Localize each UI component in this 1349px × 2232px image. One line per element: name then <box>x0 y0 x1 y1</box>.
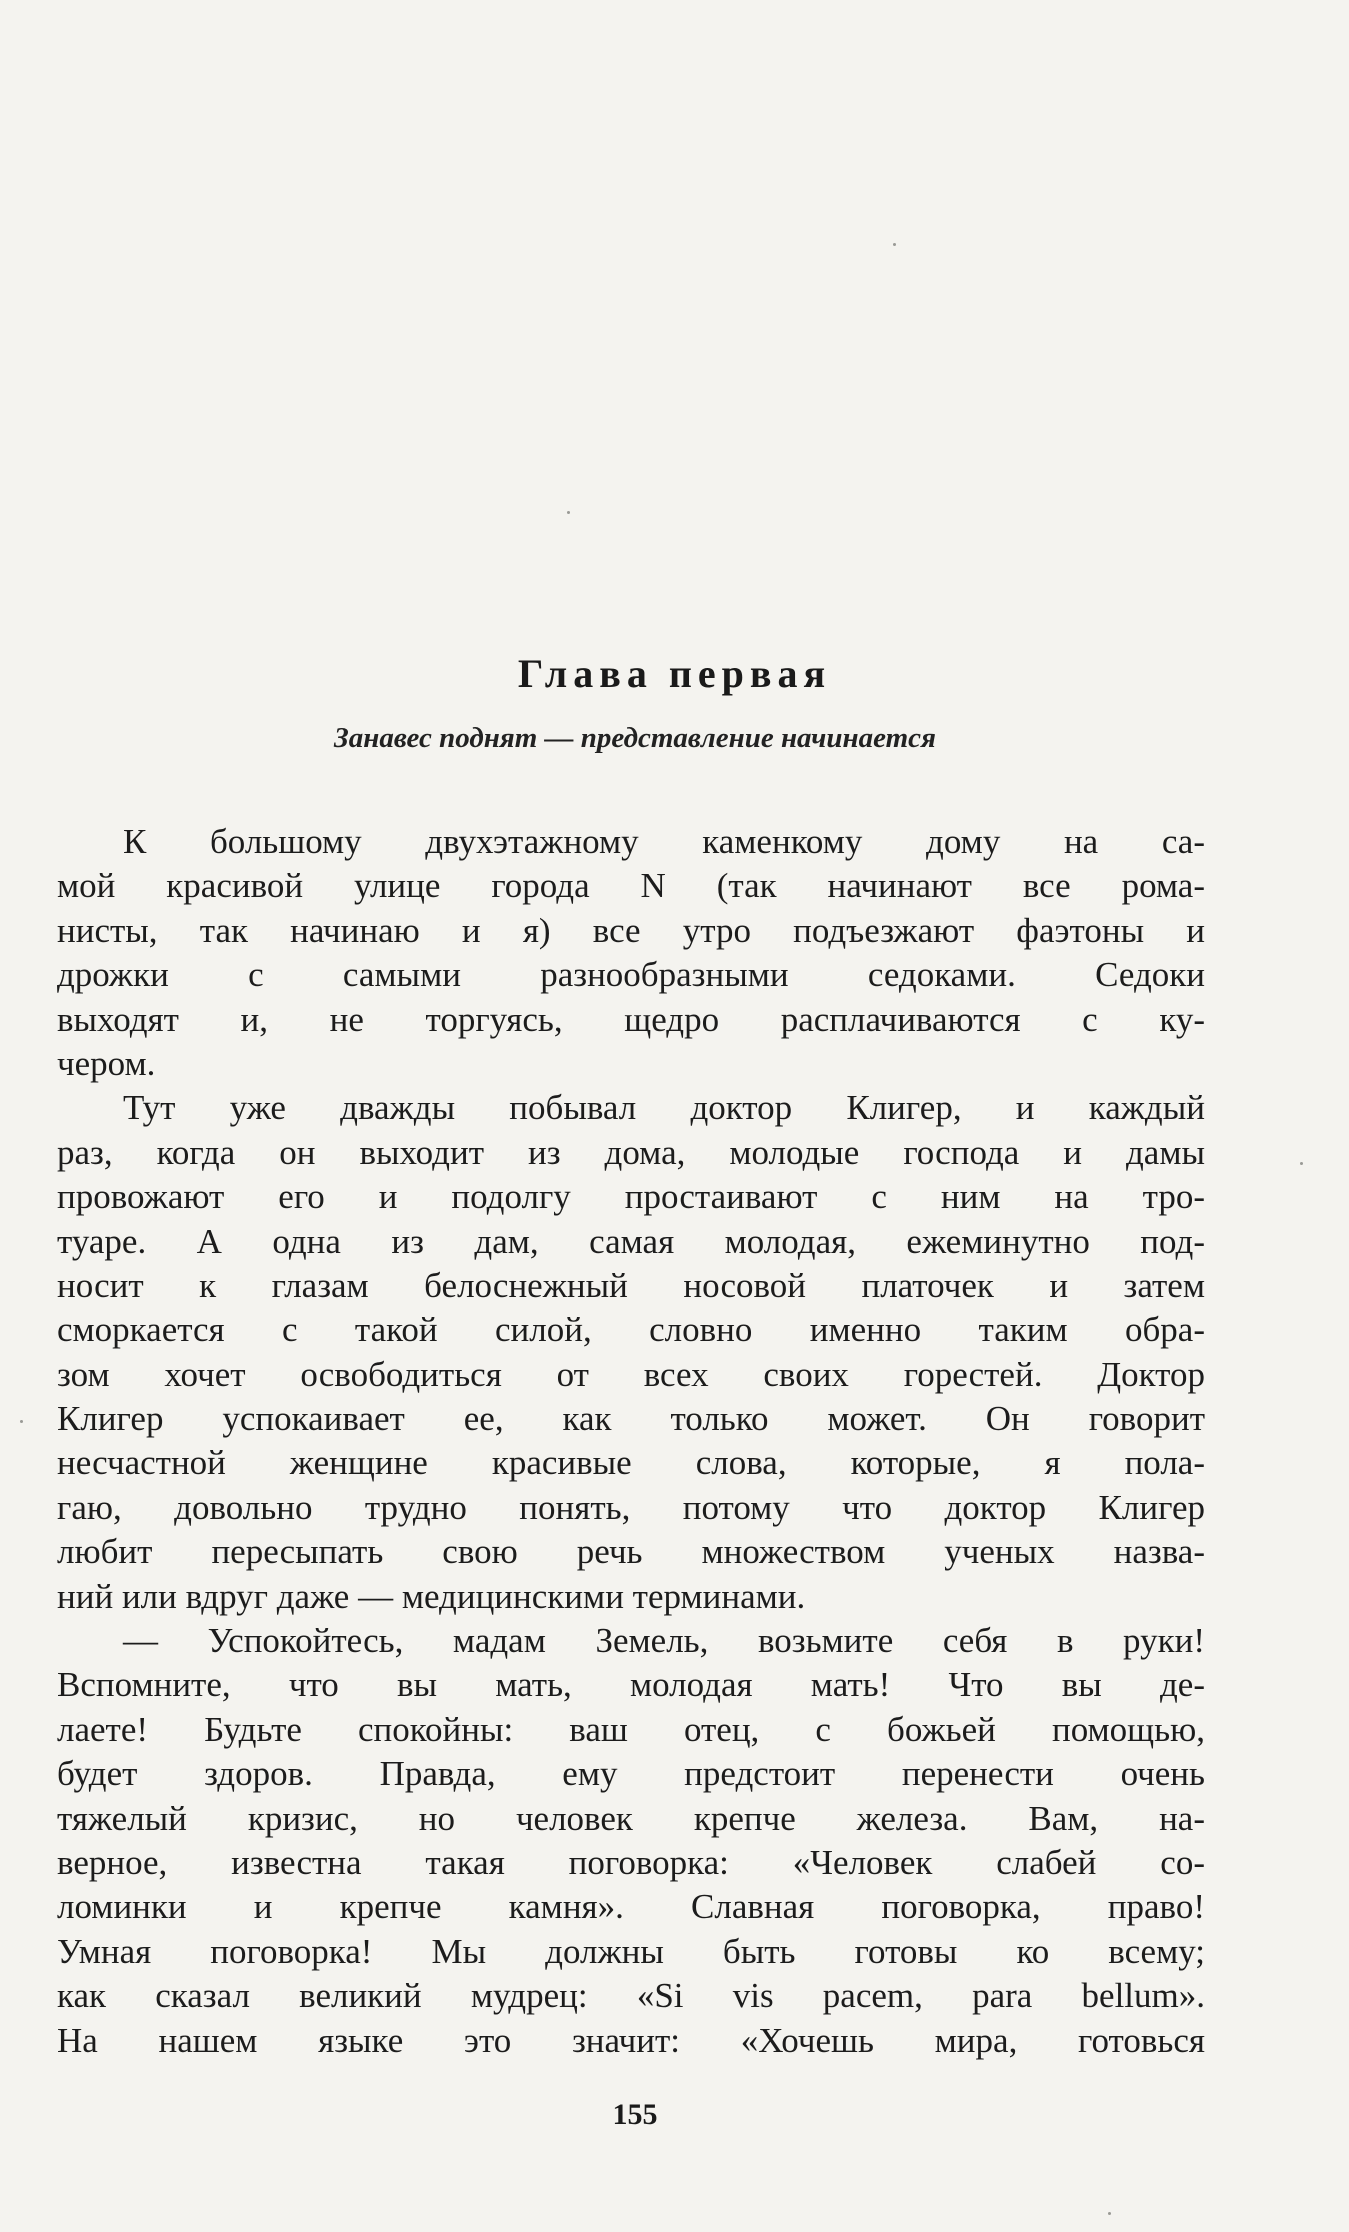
text-line: сморкается с такой силой, словно именно таким обра- <box>57 1310 1205 1350</box>
text-line: Тут уже дважды побывал доктор Клигер, и каждый <box>123 1088 1205 1128</box>
text-line: ний или вдруг даже — медицинскими терминами. <box>57 1576 806 1616</box>
text-line: ломинки и крепче камня». Славная поговорка, право! <box>57 1887 1205 1927</box>
text-line: носит к глазам белоснежный носовой платочек и затем <box>57 1265 1205 1305</box>
text-line: На нашем языке это значит: «Хочешь мира, готовься <box>57 2020 1205 2060</box>
text-line: — Успокойтесь, мадам Земель, возьмите себя в руки! <box>123 1621 1205 1661</box>
scan-speck <box>1108 2212 1111 2215</box>
scan-speck <box>893 243 896 246</box>
text-line: мой красивой улице города N (так начинают все рома- <box>57 866 1205 906</box>
text-line: Вспомните, что вы мать, молодая мать! Что вы де- <box>57 1665 1205 1705</box>
text-line: дрожки с самыми разнообразными седоками. Седоки <box>57 955 1205 995</box>
text-line: выходят и, не торгуясь, щедро расплачиваются с ку- <box>57 999 1205 1039</box>
text-line: раз, когда он выходит из дома, молодые господа и дамы <box>57 1132 1205 1172</box>
text-line: как сказал великий мудрец: «Si vis pacem, para bellum». <box>57 1976 1205 2016</box>
text-line: зом хочет освободиться от всех своих горестей. Доктор <box>57 1354 1205 1394</box>
text-line: провожают его и подолгу простаивают с ним на тро- <box>57 1177 1205 1217</box>
text-line: чером. <box>57 1043 156 1083</box>
text-line: верное, известна такая поговорка: «Человек слабей со- <box>57 1842 1205 1882</box>
scan-speck <box>1300 1162 1303 1165</box>
text-line: несчастной женщине красивые слова, которые, я пола- <box>57 1443 1205 1483</box>
text-line: лаете! Будьте спокойны: ваш отец, с божьей помощью, <box>57 1709 1205 1749</box>
text-line: гаю, довольно трудно понять, потому что доктор Клигер <box>57 1487 1205 1527</box>
scan-speck <box>567 511 570 514</box>
text-line: туаре. А одна из дам, самая молодая, ежеминутно под- <box>57 1221 1205 1261</box>
text-line: будет здоров. Правда, ему предстоит перенести очень <box>57 1754 1205 1794</box>
chapter-title: Глава первая <box>517 651 832 696</box>
scan-speck <box>20 1420 23 1423</box>
text-line: Умная поговорка! Мы должны быть готовы ко всему; <box>57 1931 1205 1971</box>
text-line: тяжелый кризис, но человек крепче железа. Вам, на- <box>57 1798 1205 1838</box>
text-line: любит пересыпать свою речь множеством ученых назва- <box>57 1532 1205 1572</box>
text-line: К большому двухэтажному каменкому дому на са- <box>123 822 1205 861</box>
page-number: 155 <box>612 2098 658 2131</box>
text-line: Клигер успокаивает ее, как только может. Он говорит <box>57 1399 1205 1439</box>
text-line: нисты, так начинаю и я) все утро подъезжают фаэтоны и <box>57 910 1205 950</box>
body-text <box>57 820 1205 2063</box>
chapter-subtitle: Занавес поднят — представление начинается <box>334 722 936 754</box>
